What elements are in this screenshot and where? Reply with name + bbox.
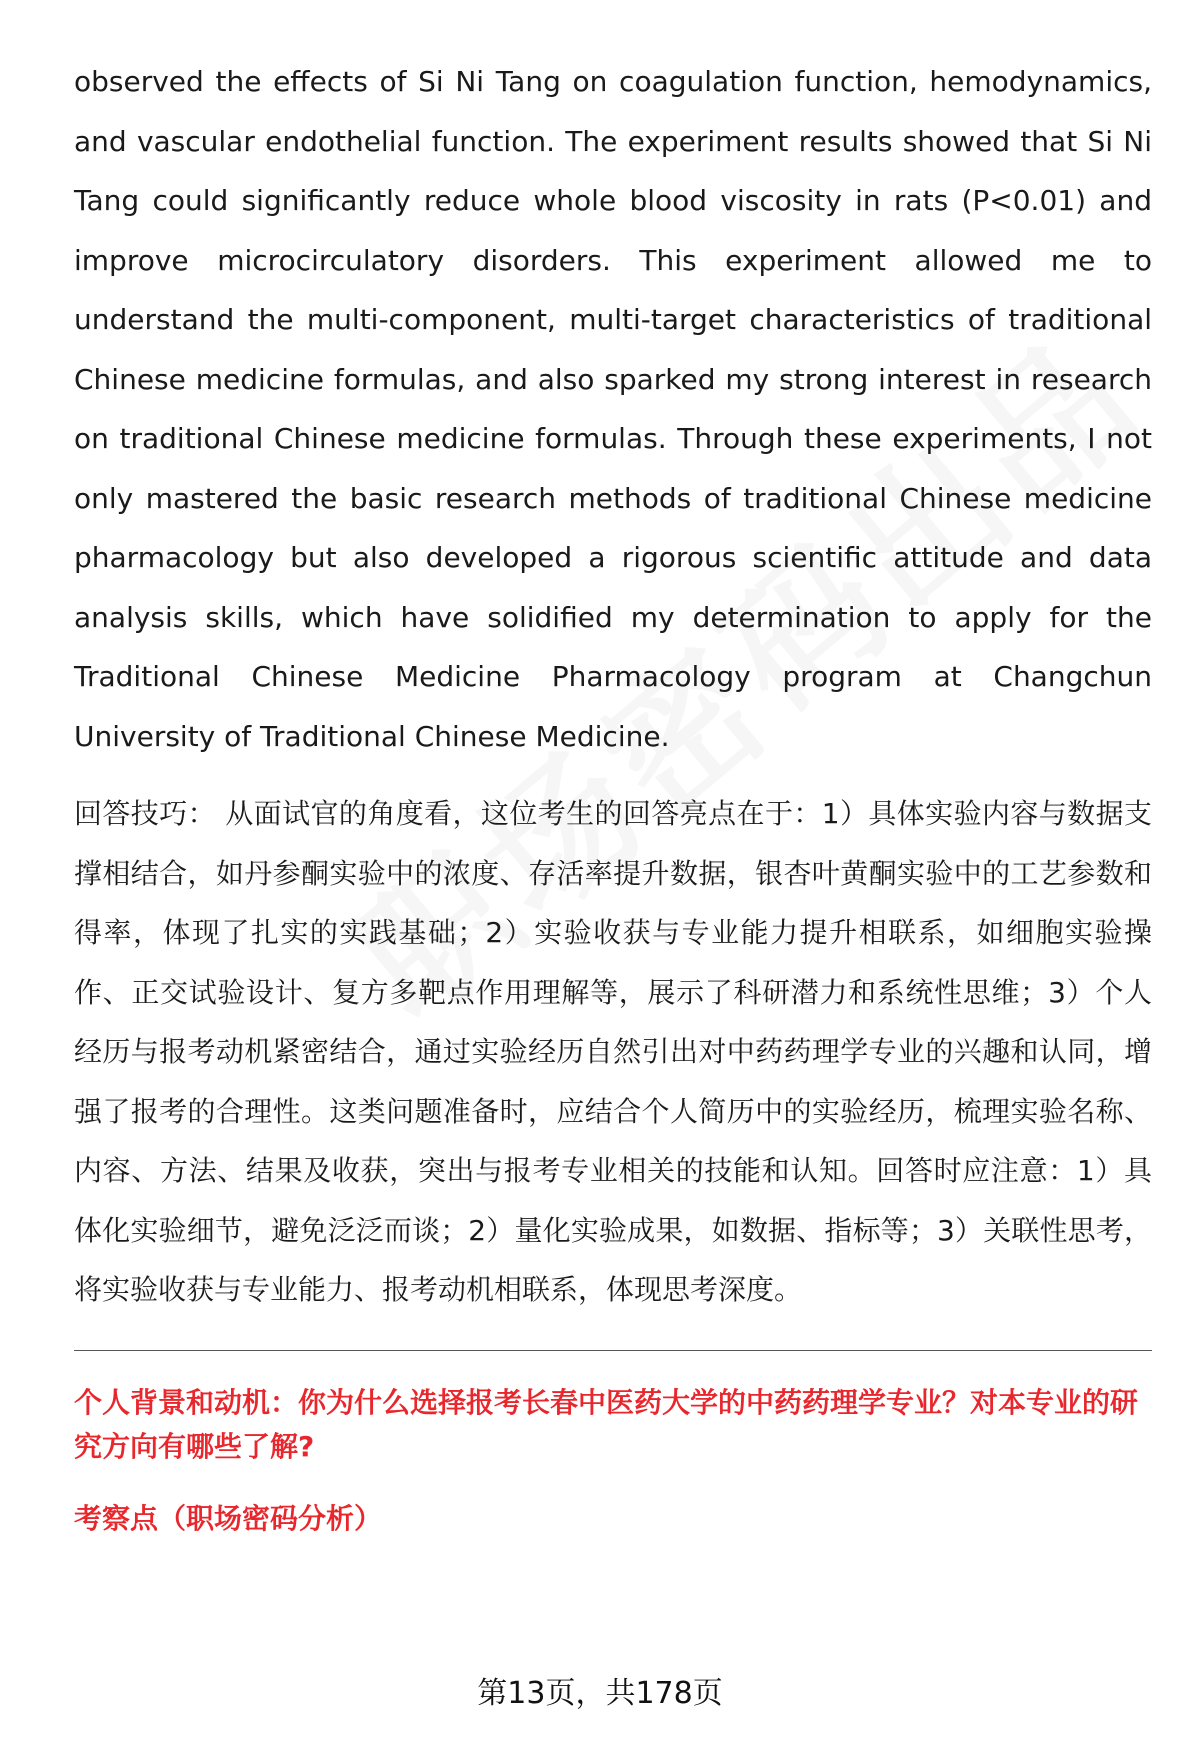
question-heading: 个人背景和动机：你为什么选择报考长春中医药大学的中药药理学专业？对本专业的研究方向有哪些了解? [74, 1385, 1139, 1463]
page-number-footer: 第13页，共178页 [477, 1676, 723, 1711]
section-divider [74, 1350, 1152, 1351]
answer-tips-paragraph: 回答技巧： 从面试官的角度看，这位考生的回答亮点在于：1）具体实验内容与数据支撑相结合，如丹参酮实验中的浓度、存活率提升数据，银杏叶黄酮实验中的工艺参数和得率，体现了扎实的实践基础；2）实验收获与专业能力提升相联系，如细胞实验操作、正交试验设计、复方多靶点作用理解等，展示了科研潜力和系统性思维；3）个人经历与报考动机紧密结合，通过实验经历自然引出对中药药理学专业的兴趣和认同，增强了报考的合理性。这类问题准备时，应结合个人简历中的实验经历，梳理实验名称、内容、方法、结果及收获，突出与报考专业相关的技能和认知。回答时应注意：1）具体化实验细节，避免泛泛而谈；2）量化实验成果，如数据、指标等；3）关联性思考，将实验收获与专业能力、报考动机相联系，体现思考深度。 [74, 797, 1152, 1306]
page-content [74, 52, 1152, 1541]
assessment-point-heading: 考察点（职场密码分析） [74, 1501, 383, 1535]
english-answer-paragraph: observed the effects of Si Ni Tang on coagulation function, hemodynamics, and vascular endothelial function. The experiment results showed that Si Ni Tang could significantly reduce whole blood viscosity in rats (P<0.01) and improve microcirculatory disorders. This experiment allowed me to understand the multi-component, multi-target characteristics of traditional Chinese medicine formulas, and also sparked my strong interest in research on traditional Chinese medicine formulas. Through these experiments, I not only mastered the basic research methods of traditional Chinese medicine pharmacology but also developed a rigorous scientific attitude and data analysis skills, which have solidified my determination to apply for the Traditional Chinese Medicine Pharmacology program at Changchun University of Traditional Chinese Medicine. [74, 65, 1152, 753]
